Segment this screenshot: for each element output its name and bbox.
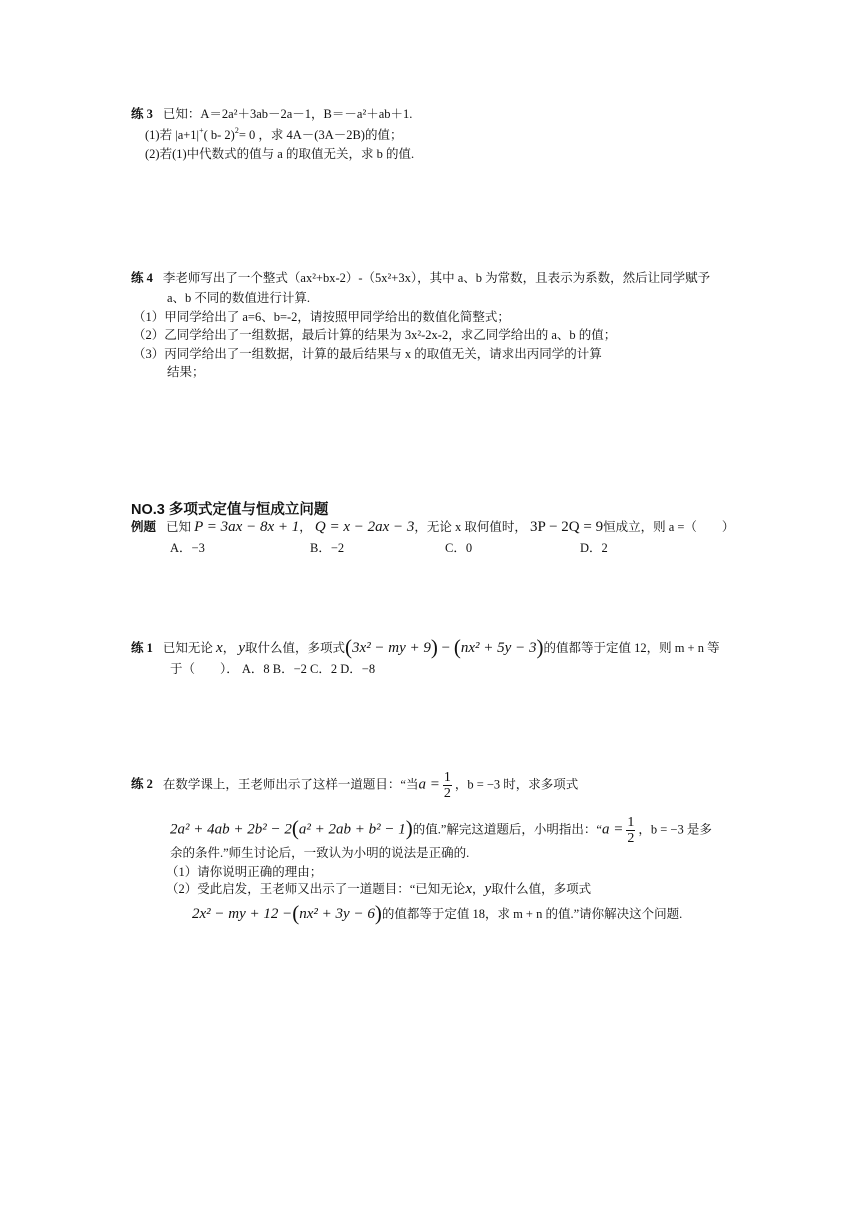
exercise-2-var-y: y: [484, 881, 492, 897]
exercise-2-line-2: 2a² + 4ab + 2b² − 2(a² + 2ab + b² − 1)的值.”解完这道题后，小明指出：“a = $\frac{1}{2}$ ，b = −3 是多: [170, 815, 712, 846]
fraction-numerator-2: 1: [627, 815, 635, 830]
option-b: B．−2: [310, 541, 345, 555]
exercise-4-line-6: [167, 364, 205, 380]
exercise-4-label: 练 4: [131, 271, 153, 285]
option-d: D．2: [580, 541, 608, 555]
exercise-2-part2-question: 的值都等于定值 18，求 m + n 的值.”请你解决这个问题.: [381, 907, 683, 921]
exercise-1-poly-2: nx² + 5y − 3: [460, 640, 537, 656]
exercise-2-line-3: 余的条件.”师生讨论后，一致认为小明的说法是正确的.: [170, 846, 470, 860]
option-c: C．0: [445, 541, 473, 555]
exercise-3-statement: 已知：A＝2a²＋3ab－2a－1，B＝－a²＋ab＋1.: [162, 107, 413, 121]
option-a: A．−3: [170, 541, 205, 555]
exercise-3-line-3: [145, 146, 414, 162]
exercise-1-mid: 取什么值，多项式: [245, 641, 346, 655]
exercise-1-label: 练 1: [131, 641, 153, 655]
example-mid: ，无论 x 取何值时，: [414, 520, 527, 534]
exercise-2-part2-mid: 取什么值，多项式: [491, 882, 592, 896]
exercise-2-comment: 的值.”解完这道题后，小明指出：“: [412, 822, 602, 837]
exercise-2-a-eq: a =: [418, 776, 440, 793]
exercise-2-part2-inner: nx² + 3y − 6: [299, 906, 375, 922]
exercise-4-part1: （1）甲同学给出了 a=6、b=-2，请按照甲同学给出的数值化简整式；: [133, 310, 510, 324]
example-question: 恒成立，则 a =（ ）: [603, 520, 735, 534]
section-title: NO.3 多项式定值与恒成立问题: [131, 502, 329, 518]
exercise-4-statement: 李老师写出了一个整式（ax²+bx-2）-（5x²+3x），其中 a、b 为常数，且表示为系数，然后让同学赋予: [162, 271, 711, 285]
exercise-4-line-5: [133, 346, 602, 362]
exercise-4-statement-cont: a、b 不同的数值进行计算.: [167, 291, 311, 305]
exercise-2-b-redundant: ，b = −3 是多: [638, 822, 712, 837]
example-label: 例题: [131, 520, 157, 534]
exercise-1-post: 的值都等于定值 12，则 m + n 等: [543, 641, 720, 655]
exercise-1-pre: 已知无论: [162, 641, 213, 655]
exercise-2-var-x: x: [465, 881, 472, 897]
exercise-2-intro: 在数学课上，王老师出示了这样一道题目：“当: [162, 777, 419, 792]
fraction-one-half: [443, 770, 452, 801]
exercise-4-line-1: [131, 270, 710, 286]
example-pre: 已知: [166, 520, 192, 534]
exercise-2-a-eq-2: a =: [601, 821, 624, 838]
exercise-1-poly-1: 3x² − my + 9: [352, 640, 431, 656]
exercise-3-line-1: [131, 106, 412, 122]
exercise-1-var-y: y: [238, 640, 246, 656]
exercise-2-line-5: （2）受此启发，王老师又出示了一道题目：“已知无论x，y取什么值，多项式: [166, 881, 592, 897]
fraction-numerator: 1: [443, 770, 451, 785]
exercise-2-label: 练 2: [131, 777, 153, 792]
exercise-2-line-6: 2x² − my + 12 −(nx² + 3y − 6)的值都等于定值 18，求 m + n 的值.”请你解决这个问题.: [192, 901, 683, 925]
exercise-3-part1-a: (1)若 |a+1|: [145, 128, 200, 142]
exercise-4-part2: （2）乙同学给出了一组数据，最后计算的结果为 3x²-2x-2，求乙同学给出的 a、b 的值；: [133, 328, 617, 342]
exercise-3-line-2: (1)若 |a+1|+( b- 2)$^2$= 0 ，求 4A－(3A－2B)的值；: [145, 126, 403, 142]
exercise-2-line-4: （1）请你说明正确的理由；: [166, 865, 323, 879]
exercise-4-part3-cont: 结果；: [167, 365, 205, 379]
exercise-2-expr-inner: a² + 2ab + b² − 1: [298, 821, 406, 838]
fraction-denominator-2: 2: [627, 831, 635, 846]
exercise-4-line-2: [167, 290, 310, 306]
exercise-2-expr: 2a² + 4ab + 2b² − 2: [170, 821, 292, 838]
example-p-expr: P = 3ax − 8x + 1: [194, 519, 300, 535]
exercise-3-part1-c: = 0 ，求 4A－(3A－2B)的值；: [238, 128, 403, 142]
exercise-4-line-4: [133, 327, 616, 343]
exercise-4-line-3: [133, 309, 510, 325]
example-equation: 3P − 2Q = 9: [530, 519, 604, 535]
exercise-2-line-1: [131, 770, 578, 801]
exercise-2-b-eq: ，b = −3 时，求多项式: [454, 777, 579, 792]
exercise-3-part1-b: ( b- 2): [203, 128, 235, 142]
exercise-2-part2-intro: （2）受此启发，王老师又出示了一道题目：“已知无论: [166, 882, 466, 896]
example-q-expr: Q = x − 2ax − 3: [314, 519, 415, 535]
exercise-3-label: 练 3: [131, 107, 153, 121]
exercise-3-part2: (2)若(1)中代数式的值与 a 的取值无关，求 b 的值.: [145, 147, 415, 161]
exercise-4-part3: （3）丙同学给出了一组数据，计算的最后结果与 x 的取值无关，请求出丙同学的计算: [133, 347, 602, 361]
exercise-2-part2-expr: 2x² − my + 12 −: [192, 906, 293, 922]
fraction-denominator: 2: [443, 786, 451, 801]
fraction-one-half-2: [626, 815, 635, 846]
exercise-1-var-x: x: [216, 640, 223, 656]
exercise-1-line-2: 于（ ）． A．8 B．−2 C．2 D．−8: [170, 662, 376, 676]
exercise-1-line-1: 练 1 已知无论 x， y取什么值，多项式(3x² − my + 9) − (nx² + 5y − 3)的值都等于定值 12，则 m + n 等: [131, 635, 720, 659]
example-line-1: 例题 已知 P = 3ax − 8x + 1， Q = x − 2ax − 3，无论 x 取何值时， 3P − 2Q = 9恒成立，则 a =（ ）: [131, 519, 735, 535]
